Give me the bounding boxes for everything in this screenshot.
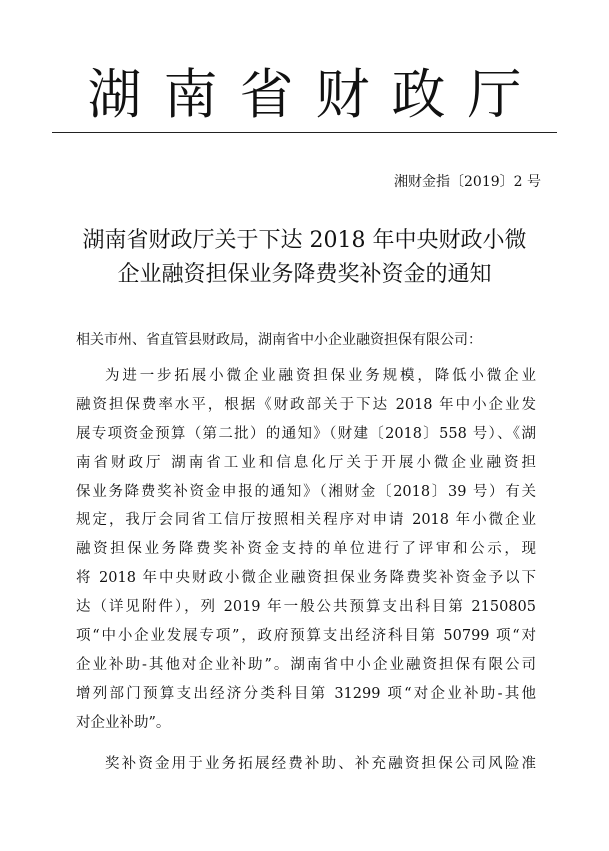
paragraph-gap (76, 738, 536, 750)
paragraph-line: 融资担保费率水平，根据《财政部关于下达 2018 年中小企业发 (76, 396, 536, 413)
document-title-line: 企业融资担保业务降费奖补资金的通知 (117, 262, 492, 287)
paragraph-line: 达（详见附件），列 2019 年一般公共预算支出科目第 2150805 (76, 599, 536, 616)
addressee-line: 相关市州、省直管县财政局，湖南省中小企业融资担保有限公司： (76, 332, 482, 348)
paragraph-line: 为进一步拓展小微企业融资担保业务规模，降低小微企业 (105, 368, 536, 384)
paragraph-line: 企业补助-其他对企业补助”。湖南省中小企业融资担保有限公司 (76, 656, 536, 673)
document-title (40, 224, 569, 292)
document-number: 湘财金指〔2019〕2 号 (394, 174, 541, 190)
paragraph-line: 项“中小企业发展专项”，政府预算支出经济科目第 50799 项“对 (76, 628, 536, 645)
document-title-line: 湖南省财政厅关于下达 2018 年中央财政小微 (82, 228, 527, 253)
paragraph-line: 南省财政厅 湖南省工业和信息化厅关于开展小微企业融资担 (76, 454, 536, 471)
paragraph-line: 奖补资金用于业务拓展经费补助、补充融资担保公司风险准 (105, 755, 536, 772)
agency-masthead: 湖南省财政厅 (87, 63, 544, 126)
paragraph-line: 规定，我厅会同省工信厅按照相关程序对申请 2018 年小微企业 (76, 512, 536, 529)
masthead-divider (52, 132, 557, 133)
paragraph-line: 对企业补助”。 (76, 714, 171, 731)
paragraph-line: 将 2018 年中央财政小微企业融资担保业务降费奖补资金予以下 (76, 570, 536, 587)
paragraph-line: 展专项资金预算（第二批）的通知》（财建〔2018〕558 号）、《湖 (76, 425, 536, 442)
paragraph-line: 保业务降费奖补资金申报的通知》（湘财金〔2018〕39 号）有关 (76, 483, 536, 500)
paragraph-line: 增列部门预算支出经济分类科目第 31299 项“对企业补助-其他 (76, 685, 536, 702)
body-text (76, 362, 536, 778)
paragraph-line: 融资担保业务降费奖补资金支持的单位进行了评审和公示，现 (76, 541, 536, 558)
